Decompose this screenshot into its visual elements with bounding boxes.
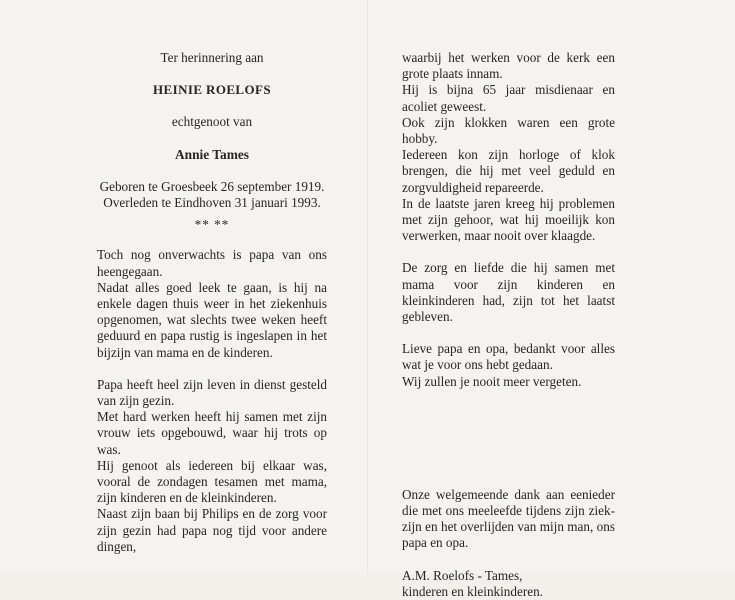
death-line: Overleden te Eindhoven 31 januari 1993. [103, 195, 321, 211]
divider-stars: ** ** [194, 217, 230, 233]
paragraph: Naast zijn baan bij Philips en de zorg voor zijn gezin had papa nog tijd voor andere dingen, [97, 506, 327, 554]
intro-text: Ter herinnering aan [160, 50, 264, 65]
paragraph: Iedereen kon zijn horloge of klok brengen, die hij met veel geduld en zorgvuldigheid repareerde. [402, 147, 615, 195]
birth-line: Geboren te Groesbeek 26 september 1919. [99, 178, 325, 194]
paragraph: Ook zijn klokken waren een grote hobby. [402, 114, 615, 147]
paragraph: waarbij het werken voor de kerk een grote plaats innam. [402, 50, 615, 82]
paragraph: Lieve papa en opa, bedankt voor alles wat je voor ons hebt gedaan. [402, 341, 615, 373]
paragraph: Nadat alles goed leek te gaan, is hij na enkele dagen thuis weer in het ziekenhuis opgenomen, wat slechts twee weken heeft geduurd en papa rustig is ingeslapen in het bijzijn van mama en de kinderen. [97, 279, 327, 360]
paragraph: Wij zullen je nooit meer vergeten. [402, 373, 582, 389]
paragraph: Hij genoot als iedereen bij elkaar was, vooral de zondagen tesamen met mama, zijn kinderen en de kleinkinderen. [97, 457, 327, 506]
signature-line: A.M. Roelofs - Tames, [402, 567, 523, 583]
card-fold [367, 0, 368, 574]
left-page [97, 50, 327, 555]
right-page [402, 50, 615, 600]
paragraph: Hij is bijna 65 jaar misdienaar en acoliet geweest. [402, 82, 615, 114]
paragraph: De zorg en liefde die hij samen met mama voor zijn kinderen en kleinkinderen had, zijn tot het laatst gebleven. [402, 260, 615, 325]
deceased-name: HEINIE ROELOFS [153, 82, 271, 98]
spouse-name: Annie Tames [174, 146, 250, 162]
paragraph: Met hard werken heeft hij samen met zijn vrouw iets opgebouwd, waar hij trots op was. [97, 409, 327, 457]
family-line: kinderen en kleinkinderen. [402, 583, 543, 599]
relation-text: echtgenoot van [171, 114, 253, 130]
paragraph: Papa heeft heel zijn leven in dienst gesteld van zijn gezin. [97, 376, 327, 409]
paragraph: In de laatste jaren kreeg hij problemen met zijn gehoor, wat hij moeilijk kon verwerken, maar nooit over klaagde. [402, 195, 615, 244]
thanks-text: Onze welgemeende dank aan eenieder die met ons meeleefde tijdens zijn ziek-zijn en het overlijden van mijn man, ons papa en opa. [402, 486, 615, 551]
paragraph: Toch nog onverwachts is papa van ons heengegaan. [97, 247, 327, 279]
